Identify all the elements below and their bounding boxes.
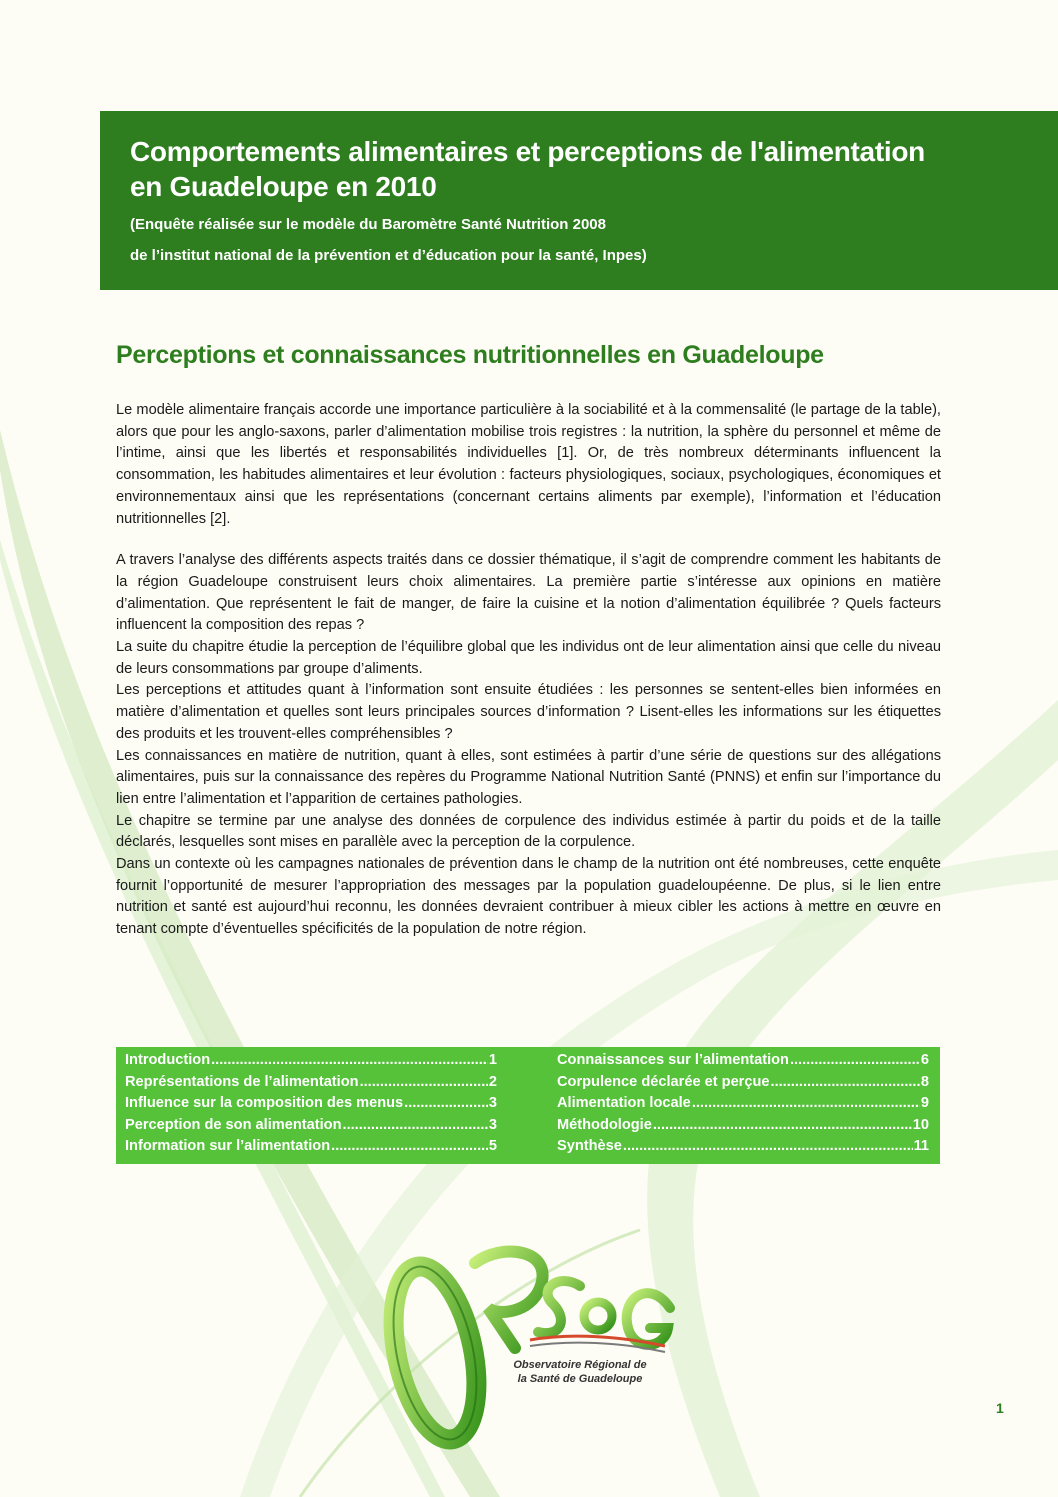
toc-item[interactable]: [125, 1050, 497, 1072]
toc-item[interactable]: [557, 1136, 929, 1158]
report-subtitle-line1: (Enquête réalisée sur le modèle du Baromètre Santé Nutrition 2008: [130, 216, 606, 233]
toc-item[interactable]: [557, 1115, 929, 1137]
toc-leader-dots: [360, 1072, 488, 1094]
toc-item-label: Représentations de l’alimentation: [125, 1073, 359, 1090]
logo-caption-line2: la Santé de Guadeloupe: [517, 1373, 643, 1385]
toc-leader-dots: [790, 1050, 920, 1072]
toc-item-label: Information sur l’alimentation: [125, 1138, 331, 1154]
toc-leader-dots: [331, 1136, 488, 1158]
body-text: [116, 400, 941, 941]
paragraph-4: Les perceptions et attitudes quant à l’information sont ensuite étudiées : les personnes se sentent-elles bien informées en matière d’alimentation et quelles sont leurs principales sources d’information ? Lisent-elles les informations sur les étiquettes des produits et les trouvent-elles compréhensibles ?: [116, 682, 941, 742]
paragraph-7: Dans un contexte où les campagnes nationales de prévention dans le champ de la nutrition ont été nombreuses, cette enquête fournit l’opportunité de mesurer l’appropriation des messages par la population guadeloupéenne. De plus, si le lien entre nutrition et santé est aujourd’hui reconnu, les données devraient contribuer à mieux cibler les actions à mettre en œuvre en tenant compte d’éventuelles spécificités de la population de notre région.: [116, 856, 941, 938]
toc-item[interactable]: [557, 1093, 929, 1115]
table-of-contents: [116, 1047, 940, 1164]
logo-caption-line1: Observatoire Régional de: [513, 1359, 647, 1371]
toc-item[interactable]: [125, 1136, 497, 1158]
toc-item-label: Alimentation locale: [557, 1095, 691, 1111]
toc-column-left: [125, 1050, 497, 1164]
toc-item[interactable]: [125, 1072, 497, 1094]
toc-item-page: 11: [913, 1138, 929, 1154]
section-heading: Perceptions et connaissances nutritionnelles en Guadeloupe: [116, 341, 824, 369]
toc-item-page: 8: [920, 1073, 929, 1090]
toc-item-page: 5: [488, 1138, 497, 1154]
report-title: [130, 134, 1030, 204]
toc-item-page: 6: [920, 1052, 929, 1068]
paragraph-6: Le chapitre se termine par une analyse des données de corpulence des individus estimée à partir du poids et de la taille déclarés, lesquelles sont mises en parallèle avec la perception de la corpulence.: [116, 812, 941, 851]
paragraph-2: A travers l’analyse des différents aspects traités dans ce dossier thématique, il s’agit de comprendre comment les habitants de la région Guadeloupe construisent leurs choix alimentaires. La première partie s’intéresse aux opinions en matière d’alimentation. Que représentent le fait de manger, de faire la cuisine et la notion d’alimentation équilibrée ? Quels facteurs influencent la composition des repas ?: [116, 552, 941, 634]
paragraph-1: Le modèle alimentaire français accorde une importance particulière à la sociabilité et à la commensalité (le partage de la table), alors que pour les anglo-saxons, parler d’alimentation mobilise trois registres : la nutrition, la sphère du personnel et même de l’intime, ainsi que les libertés et responsabilités individuelles [1]. Or, de très nombreux déterminants influencent la consommation, les habitudes alimentaires et leur évolution : facteurs physiologiques, sociaux, psychologiques, économiques et environnementaux ainsi que les représentations (concernant certains aliments par exemple), l’information et l’éducation nutritionnelles [2].: [116, 402, 941, 527]
toc-item-label: Influence sur la composition des menus: [125, 1095, 404, 1111]
toc-item-label: Synthèse: [557, 1138, 622, 1154]
toc-item-page: 9: [920, 1095, 929, 1111]
toc-item-page: 3: [488, 1116, 497, 1133]
toc-item-label: Introduction: [125, 1052, 211, 1068]
toc-item[interactable]: [125, 1115, 497, 1137]
toc-item-page: 10: [912, 1116, 929, 1133]
paragraph-3: La suite du chapitre étudie la perception de l’équilibre global que les individus ont de leur alimentation ainsi que celle du niveau de leurs consommations par groupe d’aliments.: [116, 639, 941, 677]
report-subtitle-line2: de l’institut national de la prévention et d’éducation pour la santé, Inpes): [130, 247, 647, 264]
paragraph-5: Les connaissances en matière de nutrition, quant à elles, sont estimées à partir d’une série de questions sur des allégations alimentaires, puis sur la connaissance des repères du Programme National Nutrition Santé (PNNS) et enfin sur l’importance du lien entre l’alimentation et l’apparition de certaines pathologies.: [116, 747, 941, 807]
toc-leader-dots: [343, 1115, 488, 1137]
toc-item-label: Connaissances sur l’alimentation: [557, 1052, 789, 1068]
toc-item-label: Corpulence déclarée et perçue: [557, 1073, 770, 1090]
toc-item-page: 1: [488, 1052, 497, 1068]
toc-column-right: [557, 1050, 929, 1164]
toc-leader-dots: [692, 1093, 920, 1115]
toc-item-label: Perception de son alimentation: [125, 1116, 342, 1133]
toc-item-page: 2: [488, 1073, 497, 1090]
toc-leader-dots: [404, 1093, 488, 1115]
toc-leader-dots: [771, 1072, 920, 1094]
toc-leader-dots: [623, 1136, 913, 1158]
report-title-line2: en Guadeloupe en 2010: [130, 171, 437, 202]
orsag-logo: [380, 1228, 680, 1450]
toc-item[interactable]: [557, 1072, 929, 1094]
toc-item-label: Méthodologie: [557, 1116, 652, 1133]
toc-item[interactable]: [557, 1050, 929, 1072]
toc-item-page: 3: [488, 1095, 497, 1111]
page-number: 1: [996, 1400, 1004, 1416]
toc-leader-dots: [653, 1115, 912, 1137]
toc-leader-dots: [211, 1050, 488, 1072]
report-title-line1: Comportements alimentaires et perceptions de l'alimentation: [130, 136, 925, 167]
toc-item[interactable]: [125, 1093, 497, 1115]
